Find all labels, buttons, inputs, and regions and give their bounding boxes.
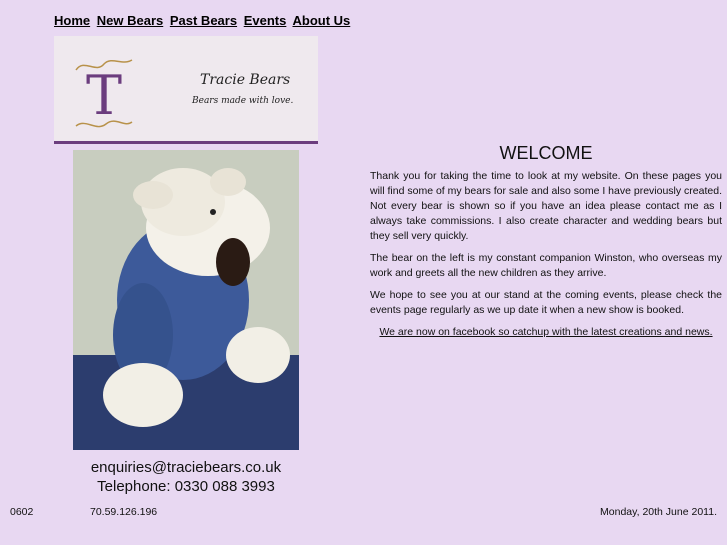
logo-letter-t: [74, 52, 134, 136]
welcome-paragraph-1: Thank you for taking the time to look at my website. On these pages you will find some of my bears for sale and also some I have previously created. Not every bear is shown so if you have an idea please contact me as I always take commissions. I also create character and wedding bears but they sell very quickly.: [370, 170, 722, 242]
svg-text:T: T: [85, 64, 123, 127]
bear-photo: [73, 150, 299, 450]
facebook-link[interactable]: We are now on facebook so catchup with the latest creations and news.: [379, 326, 713, 338]
logo-name: Tracie Bears: [200, 72, 291, 88]
nav-about-us-link[interactable]: About Us: [292, 13, 351, 28]
main-nav: [54, 13, 353, 28]
nav-events-link[interactable]: Events: [243, 13, 287, 28]
welcome-paragraph-3: We hope to see you at our stand at the coming events, please check the events page regularly as we up date it when a new show is booked.: [370, 289, 722, 316]
nav-new-bears-link[interactable]: New Bears: [96, 13, 164, 28]
nav-home-link[interactable]: Home: [54, 13, 91, 28]
footer-ip: 70.59.126.196: [90, 506, 158, 518]
nav-past-bears-link[interactable]: Past Bears: [169, 13, 238, 28]
welcome-section: [370, 143, 722, 347]
footer-code: 0602: [10, 506, 34, 518]
welcome-paragraph-2: The bear on the left is my constant companion Winston, who overseas my work and greets all the new children as they arrive.: [370, 252, 722, 279]
welcome-heading: WELCOME: [499, 143, 593, 163]
site-logo: [54, 36, 318, 144]
contact-telephone: Telephone: 0330 088 3993: [97, 478, 275, 495]
footer-date: Monday, 20th June 2011.: [600, 506, 717, 518]
contact-info: [54, 458, 318, 496]
contact-email: enquiries@traciebears.co.uk: [90, 459, 282, 476]
logo-tagline: Bears made with love.: [192, 96, 294, 106]
